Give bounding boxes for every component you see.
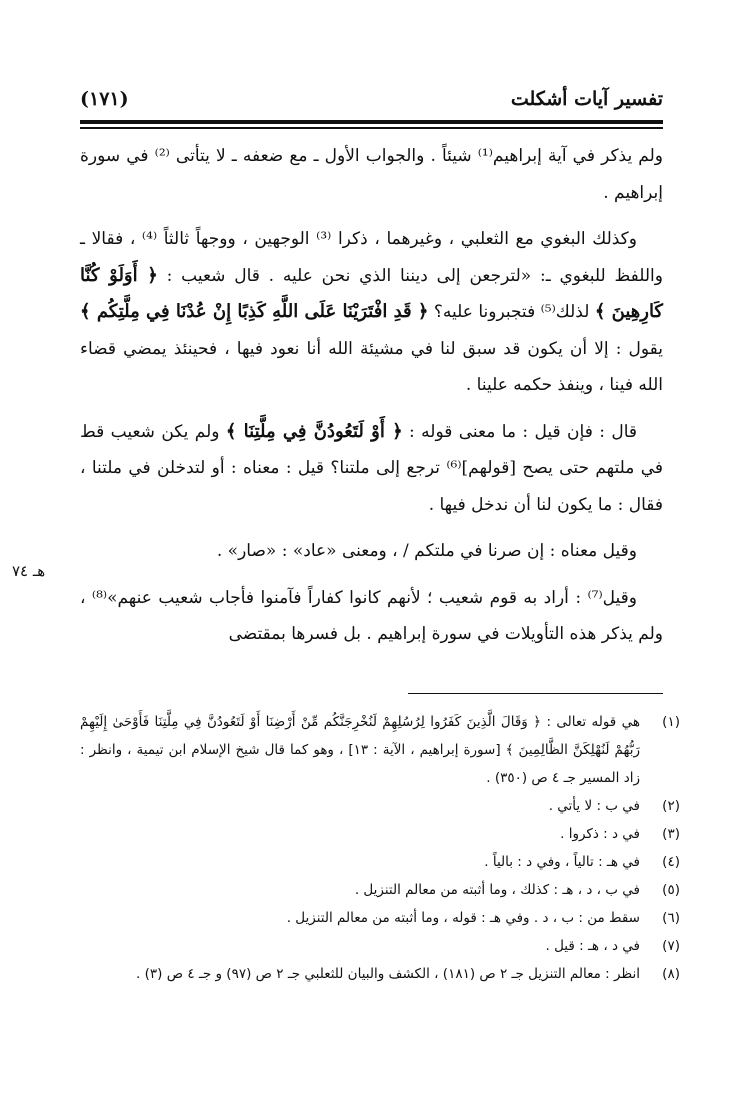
page-header: [80, 84, 663, 118]
footnote: [80, 960, 680, 988]
footnote-text: هي قوله تعالى : ﴿ وَقَالَ الَّذِينَ كَفَرُوا لِرُسُلِهِمْ لَنُخْرِجَنَّكُم مِّنْ أَرْضِنَا أَوْ لَتَعُودُنَّ فِي مِلَّتِنَا فَأَوْحَىٰ إِلَيْهِمْ رَبُّهُمْ لَنُهْلِكَنَّ الظَّالِمِينَ ﴾ [سورة إبراهيم ، الآية : ١٣] ، وهو كما قال شيخ الإسلام ابن تيمية ، وانظر : زاد المسير جـ ٤ ص (٣٥٠) .: [80, 714, 641, 786]
footnote: [80, 708, 680, 792]
footnote: [80, 792, 680, 820]
paragraph: [80, 138, 663, 211]
footnote-number: (٢): [662, 798, 680, 814]
paragraph: [80, 533, 663, 570]
footnote-number: (٣): [662, 826, 680, 842]
footnote-number: (٤): [662, 854, 680, 870]
footnote-text: في ب : لا يأتي .: [548, 798, 640, 814]
paragraph-text: وكذلك البغوي مع الثعلبي ، وغيرهما ، ذكرا ⁽³⁾ الوجهين ، ووجهاً ثالثاً ⁽⁴⁾ ، فقالا ـ واللفظ للبغوي ـ: «لترجعن إلى ديننا الذي نحن عليه . قال شعيب :: [80, 229, 663, 286]
footnote-text: انظر : معالم التنزيل جـ ٢ ص (١٨١) ، الكشف والبيان للثعلبي جـ ٢ ص (٩٧) و جـ ٤ ص (٣) .: [136, 966, 640, 982]
paragraph-text: يقول : إلا أن يكون قد سبق لنا في مشيئة الله أنا نعود فيها ، فحينئذ يمضي قضاء الله فينا ، وينفذ حكمه علينا .: [80, 338, 663, 395]
paragraph-text: ولم يكن شعيب قط في ملتهم حتى يصح [قولهم]⁽⁶⁾ ترجع إلى ملتنا؟ قيل : معناه : أو لتدخلن في ملتنا ، فقال : ما يكون لنا أن ندخل فيها .: [80, 421, 663, 515]
main-text: [80, 138, 663, 663]
footnote-text: سقط من : ب ، د . وفي هـ : قوله ، وما أثبته من معالم التنزيل .: [286, 910, 640, 926]
footnote: [80, 932, 680, 960]
footnote: [80, 848, 680, 876]
manuscript-margin-note: هـ ٧٤: [12, 562, 46, 580]
footnote-text: في هـ : تالياً ، وفي د : بالياً .: [484, 854, 640, 870]
running-title: تفسير آيات أشكلت: [510, 88, 663, 110]
paragraph-text: لذلك⁽⁵⁾ فتجبرونا عليه؟: [433, 302, 590, 322]
footnote-text: في ب ، د ، هـ : كذلك ، وما أثبته من معالم التنزيل .: [354, 882, 640, 898]
quran-verse: ﴿ أَوْ لَتَعُودُنَّ فِي مِلَّتِنَا ﴾: [225, 420, 403, 442]
paragraph-text: قال : فإن قيل : ما معنى قوله :: [409, 421, 638, 442]
footnote-text: في د ، هـ : قيل .: [545, 938, 640, 954]
paragraph-text: وقيل معناه : إن صرنا في ملتكم / ، ومعنى «عاد» : «صار» .: [216, 541, 637, 561]
paragraph: [80, 414, 663, 524]
paragraph: [80, 580, 663, 653]
footnote: [80, 876, 680, 904]
header-rule-thick: [80, 120, 663, 124]
footnote-number: (١): [662, 714, 680, 730]
footnote-separator: [408, 693, 663, 694]
header-rule-thin: [80, 127, 663, 129]
footnote-text: في د : ذكروا .: [560, 826, 640, 842]
quran-verse: ﴿ قَدِ افْتَرَيْنَا عَلَى اللَّهِ كَذِبًا إِنْ عُدْنَا فِي مِلَّتِكُم ﴾: [80, 301, 429, 322]
paragraph-text: ولم يذكر في آية إبراهيم⁽¹⁾ شيئاً . والجواب الأول ـ مع ضعفه ـ لا يتأتى ⁽²⁾ في سورة إبراهيم .: [80, 146, 664, 203]
footnote-number: (٦): [662, 910, 680, 926]
footnote-number: (٨): [662, 966, 680, 982]
paragraph: [80, 221, 663, 404]
footnote-number: (٥): [662, 882, 680, 898]
paragraph-text: وقيل⁽⁷⁾ : أراد به قوم شعيب ؛ لأنهم كانوا كفاراً فآمنوا فأجاب شعيب عنهم»⁽⁸⁾ ، ولم يذكر هذه التأويلات في سورة إبراهيم . بل فسرها بمقتضى: [80, 587, 663, 644]
page-number: (١٧١): [80, 88, 129, 110]
footnotes: [80, 708, 680, 988]
footnote: [80, 820, 680, 848]
footnote-number: (٧): [662, 938, 680, 954]
quran-verse: ﴿ أَوَلَوْ كُنَّا كَارِهِينَ ﴾: [80, 264, 663, 322]
footnote: [80, 904, 680, 932]
